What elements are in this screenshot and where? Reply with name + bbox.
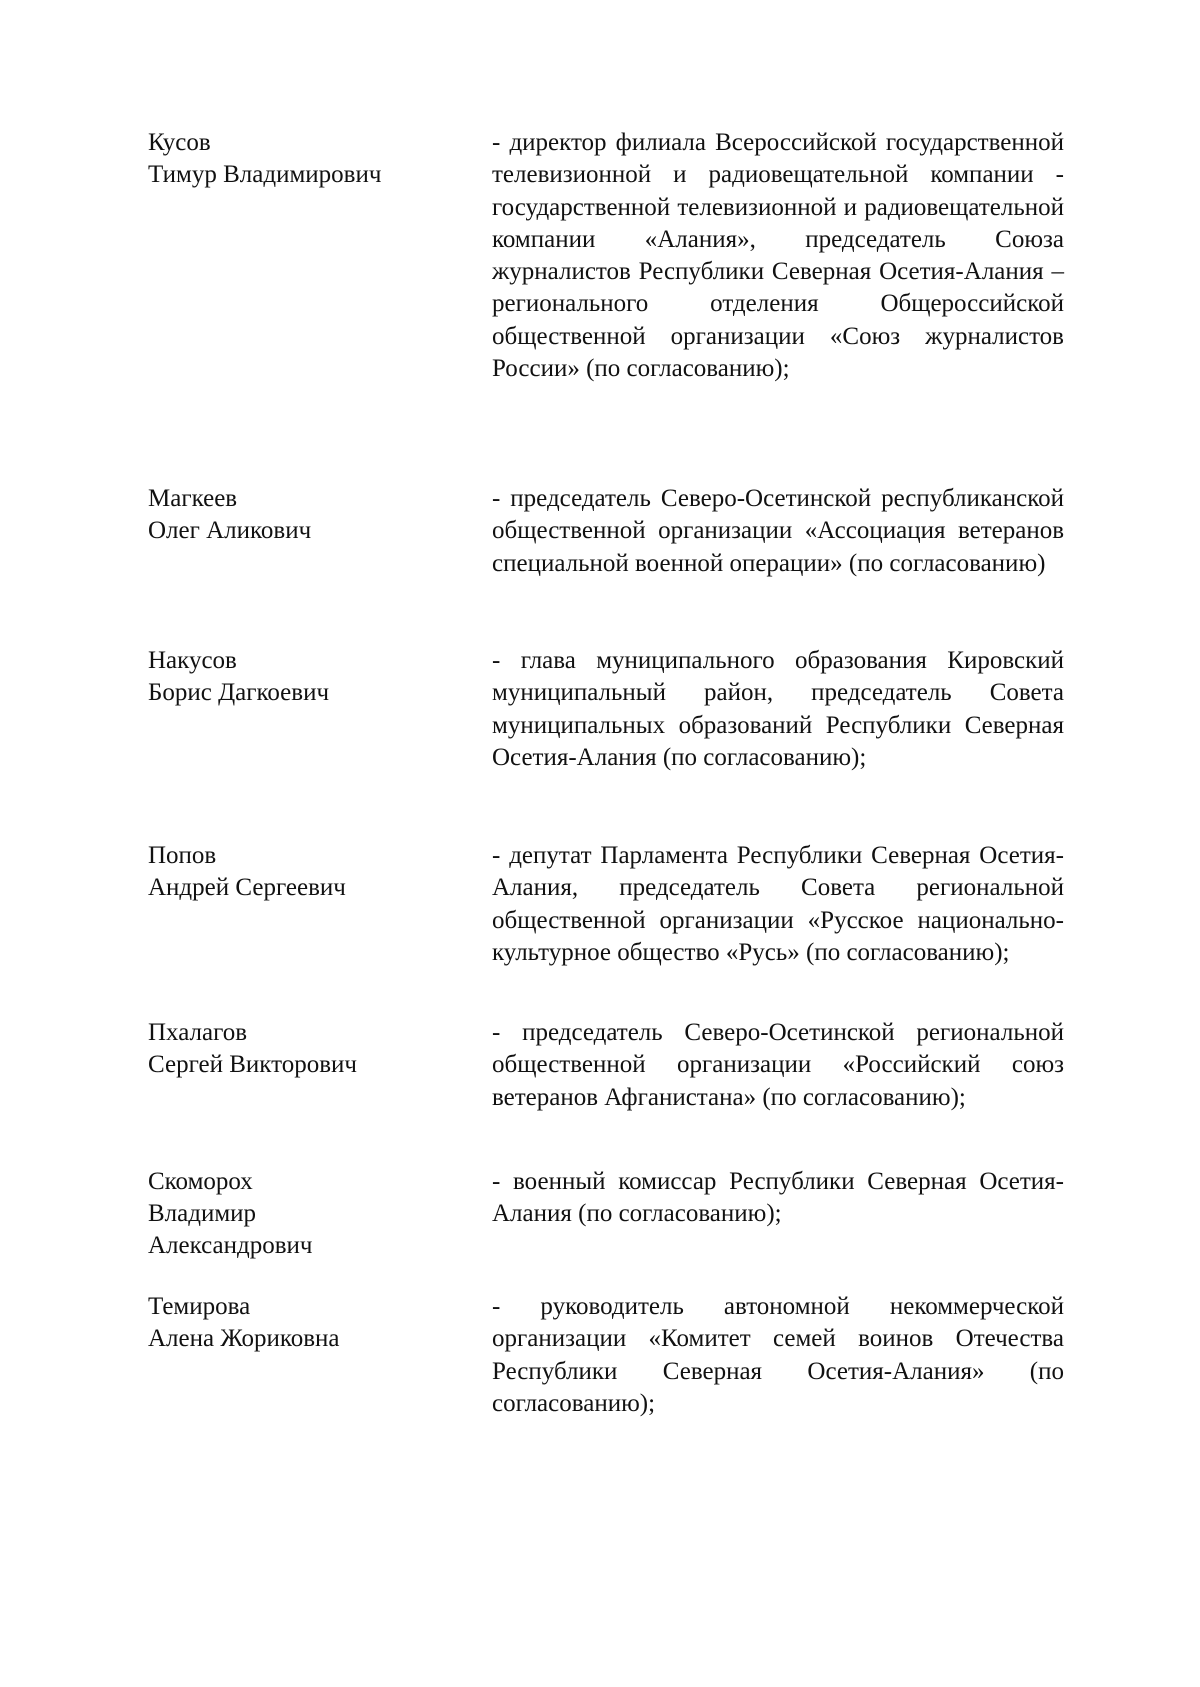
member-description: - председатель Северо-Осетинской региональной общественной организации «Российский союз ветеранов Афганистана» (по согласованию); <box>492 1019 1064 1111</box>
member-given-names: Олег Аликович <box>148 517 312 544</box>
member-name <box>148 1166 468 1262</box>
member-description: - директор филиала Всероссийской государственной телевизионной и радиовещательной компании - государственной телевизионной и радиовещательной компании «Алания», председатель Союза журналистов Республики Северная Осетия-Алания – регионального отделения Общероссийской общественной организации «Союз журналистов России» (по согласованию); <box>492 129 1064 383</box>
member-surname: Кусов <box>148 129 211 156</box>
member-surname: Магкеев <box>148 485 238 512</box>
member-given-names: Андрей Сергеевич <box>148 874 346 901</box>
member-name <box>148 1291 468 1355</box>
member-name <box>148 127 468 191</box>
member-given-names: Сергей Викторович <box>148 1051 357 1078</box>
member-name <box>148 645 468 709</box>
member-surname: Темирова <box>148 1293 251 1320</box>
member-description: - председатель Северо-Осетинской республиканской общественной организации «Ассоциация ветеранов специальной военной операции» (по согласованию) <box>492 485 1064 577</box>
member-given-names: Александрович <box>148 1232 313 1259</box>
member-surname: Пхалагов <box>148 1019 248 1046</box>
member-given-names: Борис Дагкоевич <box>148 679 330 706</box>
member-surname: Попов <box>148 842 217 869</box>
member-surname: Накусов <box>148 647 237 674</box>
member-description: - депутат Парламента Республики Северная Осетия-Алания, председатель Совета региональной общественной организации «Русское национально-культурное общество «Русь» (по согласованию); <box>492 842 1064 966</box>
member-name <box>148 1017 468 1081</box>
member-description: - руководитель автономной некоммерческой организации «Комитет семей воинов Отечества Республики Северная Осетия-Алания» (по согласованию); <box>492 1293 1064 1417</box>
member-given-names: Тимур Владимирович <box>148 161 382 188</box>
member-description: - военный комиссар Республики Северная Осетия- Алания (по согласованию); <box>492 1168 1064 1228</box>
member-given-names: Владимир <box>148 1200 257 1227</box>
member-name <box>148 483 468 547</box>
member-surname: Скоморох <box>148 1168 253 1195</box>
member-description: - глава муниципального образования Кировский муниципальный район, председатель Совета муниципальных образований Республики Северная Осетия-Алания (по согласованию); <box>492 647 1064 771</box>
member-name <box>148 840 468 904</box>
member-given-names: Алена Жориковна <box>148 1325 340 1352</box>
